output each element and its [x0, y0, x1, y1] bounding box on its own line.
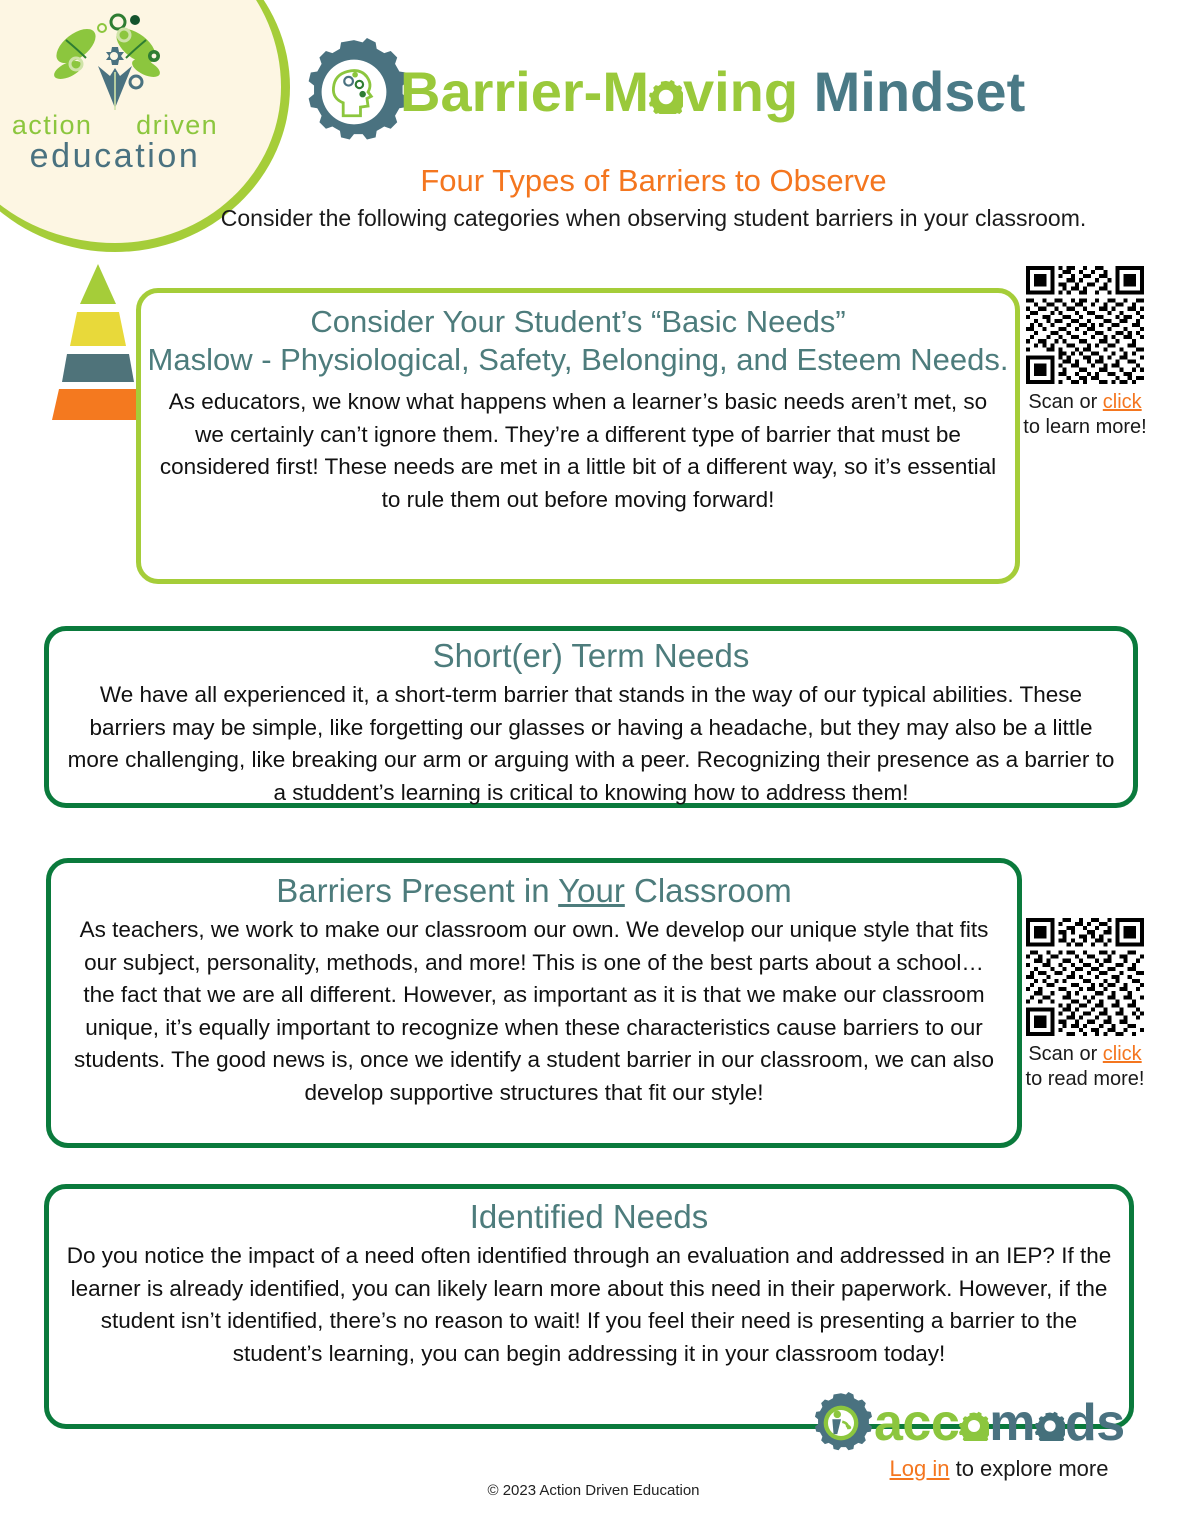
accomods-login-line — [810, 1456, 1140, 1482]
section-4-body: Do you notice the impact of a need often identified through an evaluation and addressed in an IEP? If the learner is already identified, you can likely learn more about this need in their paperwork. However, if the student isn’t identified, there’s no reason to wait! If you feel their need is presenting a barrier to the student’s learning, you can begin addressing it in your classroom today! — [66, 1242, 1112, 1366]
qr-2-click-link[interactable]: click — [1102, 1043, 1142, 1065]
qr-code-icon[interactable] — [1026, 918, 1144, 1036]
log-in-rest: to explore more — [949, 1456, 1109, 1481]
section-3-heading-emphasis: Your — [558, 872, 625, 909]
section-1-heading-line-2: Maslow - Physiological, Safety, Belonging, and Esteem Needs. — [147, 342, 1009, 378]
brand-logo — [0, 0, 230, 175]
qr-1-click-link[interactable]: click — [1102, 391, 1142, 413]
page-title-row — [300, 42, 1100, 142]
qr-code-icon[interactable] — [1026, 266, 1144, 384]
gear-letter-o-2-icon — [1035, 1411, 1065, 1441]
section-3-body: As teachers, we work to make our classroom our own. We develop our unique style that fits our subject, personality, methods, and more! This is one of the best parts about a school…the fact that we are all different. However, as important as it is that we make our classroom unique, it’s equally important to recognize when these characteristics cause barriers to our students. The good news is, once we identify a student barrier in our classroom, we can also develop supportive structures that fit our style! — [73, 916, 995, 1106]
brand-word-driven: driven — [136, 110, 219, 141]
log-in-link[interactable]: Log in — [889, 1456, 950, 1481]
section-3-heading — [51, 863, 1017, 912]
section-2-body: We have all experienced it, a short-term barrier that stands in the way of our typical abilities. These barriers may be simple, like forgetting our glasses or having a headache, but they may also be a little more challenging, like breaking our arm or arguing with a peer. Recognizing their presence as a barrier to a studdent’s learning is critical to knowing how to address them! — [67, 681, 1115, 805]
page-intro-text: Consider the following categories when observing student barriers in your classroom. — [220, 205, 1087, 231]
qr-1-caption — [1000, 390, 1170, 440]
qr-1-caption-pre: Scan or — [1028, 391, 1103, 413]
gear-letter-o-icon — [649, 80, 683, 114]
section-shorter-term-needs — [44, 626, 1138, 808]
title-part-3: Mindset — [813, 60, 1026, 123]
section-4-heading: Identified Needs — [469, 1198, 709, 1235]
qr-2-caption-pre: Scan or — [1028, 1043, 1103, 1065]
accomods-gear-icon — [810, 1392, 872, 1454]
qr-1-caption-post: to learn more! — [1023, 416, 1147, 438]
brand-logo-line-2: education — [29, 137, 201, 176]
accomods-part-2: m — [989, 1394, 1036, 1452]
page-subtitle: Four Types of Barriers to Observe — [420, 163, 887, 198]
section-3-heading-pre: Barriers Present in — [276, 872, 559, 909]
qr-2-caption — [1000, 1042, 1170, 1092]
accomods-part-3: ds — [1065, 1394, 1125, 1452]
brand-word-action: action — [11, 110, 93, 141]
gear-letter-o-1-icon — [959, 1411, 989, 1441]
section-1-heading-line-1: Consider Your Student’s “Basic Needs” — [310, 304, 846, 339]
sprout-gears-icon — [40, 10, 190, 110]
accomods-part-1: acc — [874, 1394, 960, 1452]
section-3-heading-post: Classroom — [624, 872, 792, 909]
section-1-body: As educators, we know what happens when a learner’s basic needs aren’t met, so we certainly can’t ignore them. They’re a different type of barrier that must be considered first! These needs are met in a little bit of a different way, so it’s essential to rule them out before moving forward! — [159, 388, 997, 512]
section-1-heading — [141, 293, 1015, 380]
brand-logo-line-1 — [12, 112, 218, 139]
title-part-2: ving — [682, 60, 799, 123]
section-barriers-in-your-classroom — [46, 858, 1022, 1148]
title-part-1: Barrier-M — [400, 60, 649, 123]
qr-2-caption-post: to read more! — [1025, 1068, 1145, 1090]
accomods-text — [874, 1394, 1125, 1452]
section-basic-needs — [136, 288, 1020, 584]
accomods-wordmark — [810, 1392, 1140, 1454]
accomods-logo-block[interactable] — [810, 1392, 1140, 1492]
copyright-text: © 2023 Action Driven Education — [487, 1482, 700, 1499]
head-gear-icon — [300, 38, 408, 146]
qr-block-learn-more — [1000, 266, 1170, 440]
section-2-heading: Short(er) Term Needs — [432, 637, 750, 674]
qr-block-read-more — [1000, 918, 1170, 1092]
page-title — [400, 60, 1026, 123]
